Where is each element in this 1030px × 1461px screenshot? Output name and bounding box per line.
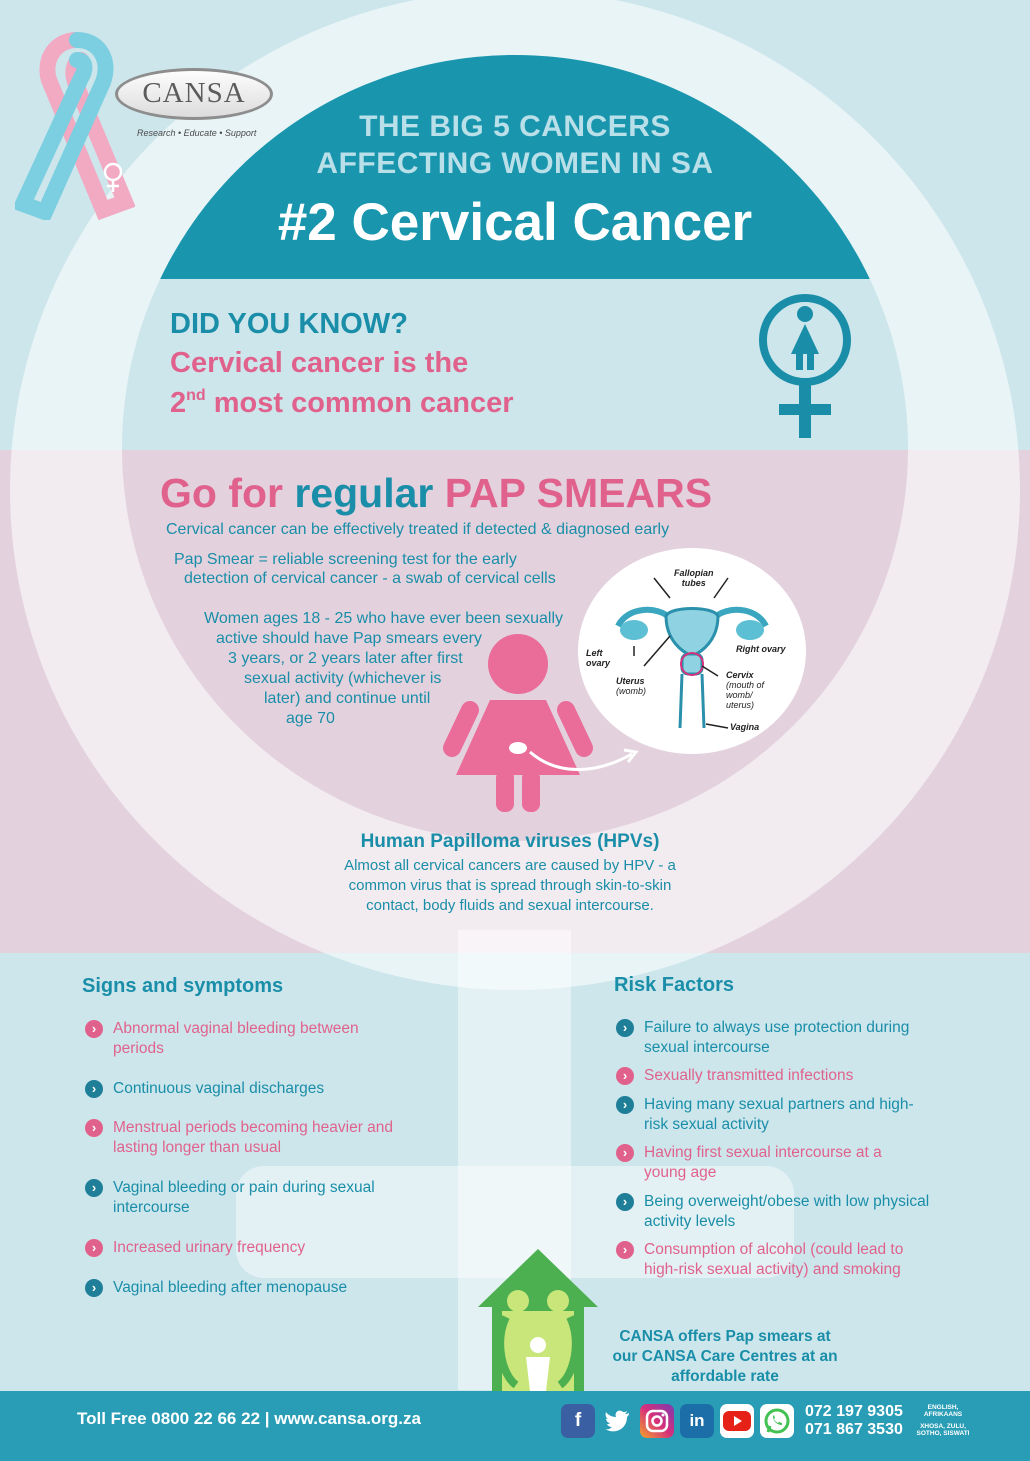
label-vagina: Vagina (730, 722, 760, 732)
signs-item: › Abnormal vaginal bleeding between periods (85, 1019, 359, 1059)
phone-number-2[interactable]: 071 867 3530 (805, 1421, 903, 1438)
linkedin-icon[interactable]: in (680, 1404, 714, 1438)
instagram-icon[interactable] (640, 1404, 674, 1438)
pap-subheading: Cervical cancer can be effectively treated if detected & diagnosed early (166, 521, 670, 538)
signs-item: › Vaginal bleeding after menopause (85, 1278, 347, 1298)
pap-definition-line1: Pap Smear = reliable screening test for the early (174, 551, 517, 568)
logo-tagline: Research • Educate • Support (137, 128, 257, 138)
hpv-text: Almost all cervical cancers are caused by HPV - a common virus that is spread through skin-to-skin contact, body fluids and sexual intercourse. (344, 857, 676, 914)
arrow-right-icon: › (616, 1067, 634, 1085)
signs-item: › Menstrual periods becoming heavier and lasting longer than usual (85, 1118, 393, 1158)
care-centre-house-icon (472, 1245, 604, 1395)
risk-item: › Consumption of alcohol (could lead to high-risk sexual activity) and smoking (616, 1240, 903, 1280)
signs-item: › Continuous vaginal discharges (85, 1079, 324, 1099)
pap-ages-text: Women ages 18 - 25 who have ever been sexually active should have Pap smears every 3 years, or 2 years later after first sexual activity (whichever is later) and continue until age 70 (204, 610, 564, 727)
risk-item: › Having many sexual partners and high- risk sexual activity (616, 1095, 914, 1135)
risk-item: › Sexually transmitted infections (616, 1066, 853, 1086)
did-you-know-heading: DID YOU KNOW? (170, 308, 408, 340)
page-title: #2 Cervical Cancer (277, 193, 753, 252)
arrow-right-icon: › (616, 1096, 634, 1114)
youtube-icon[interactable] (720, 1404, 754, 1438)
arrow-right-icon: › (616, 1241, 634, 1259)
toll-free-and-website: Toll Free 0800 22 66 22 | www.cansa.org.za (77, 1409, 421, 1428)
offer-text: CANSA offers Pap smears at our CANSA Care Centres at an affordable rate (612, 1328, 838, 1385)
arrow-right-icon: › (85, 1119, 103, 1137)
pap-heading: Go for regular PAP SMEARS (160, 470, 713, 516)
arrow-right-icon: › (85, 1239, 103, 1257)
risk-item: › Failure to always use protection during sexual intercourse (616, 1018, 909, 1058)
phone-number-1[interactable]: 072 197 9305 (805, 1403, 903, 1420)
reproductive-anatomy-diagram (578, 548, 806, 754)
risk-item: › Having first sexual intercourse at a young age (616, 1143, 882, 1183)
arrow-right-icon: › (85, 1080, 103, 1098)
signs-item: › Vaginal bleeding or pain during sexual intercourse (85, 1178, 375, 1218)
signs-heading: Signs and symptoms (82, 975, 284, 997)
female-symbol-icon (755, 292, 855, 442)
twitter-icon[interactable] (600, 1404, 634, 1438)
label-right-ovary: Right ovary (736, 644, 786, 654)
label-left-ovary: Left ovary (586, 648, 611, 668)
did-you-know-line1: Cervical cancer is the (170, 347, 469, 379)
pap-definition-line2: detection of cervical cancer - a swab of cervical cells (184, 570, 556, 587)
logo-text: CANSA (142, 77, 246, 109)
risk-item: › Being overweight/obese with low physical activity levels (616, 1192, 929, 1232)
label-cervix: Cervix (mouth of womb/ uterus) (726, 670, 765, 710)
header-subtitle: THE BIG 5 CANCERS AFFECTING WOMEN IN SA (316, 110, 714, 180)
facebook-icon[interactable]: f (561, 1404, 595, 1438)
arrow-right-icon: › (616, 1019, 634, 1037)
arrow-right-icon: › (616, 1193, 634, 1211)
label-uterus: Uterus (womb) (616, 676, 647, 696)
hpv-heading: Human Papilloma viruses (HPVs) (360, 831, 660, 852)
arrow-right-icon: › (616, 1144, 634, 1162)
arrow-right-icon: › (85, 1020, 103, 1038)
whatsapp-icon[interactable] (760, 1404, 794, 1438)
did-you-know-line2: 2nd most common cancer (170, 387, 514, 419)
arrow-right-icon: › (85, 1279, 103, 1297)
risk-factors-heading: Risk Factors (614, 974, 735, 996)
phone-2-languages: XHOSA, ZULU, SOTHO, SISWATI (916, 1423, 970, 1437)
signs-item: › Increased urinary frequency (85, 1238, 305, 1258)
phone-1-languages: ENGLISH, AFRIKAANS (923, 1404, 963, 1418)
arrow-right-icon: › (85, 1179, 103, 1197)
label-fallopian-tubes: Fallopian tubes (674, 568, 714, 588)
